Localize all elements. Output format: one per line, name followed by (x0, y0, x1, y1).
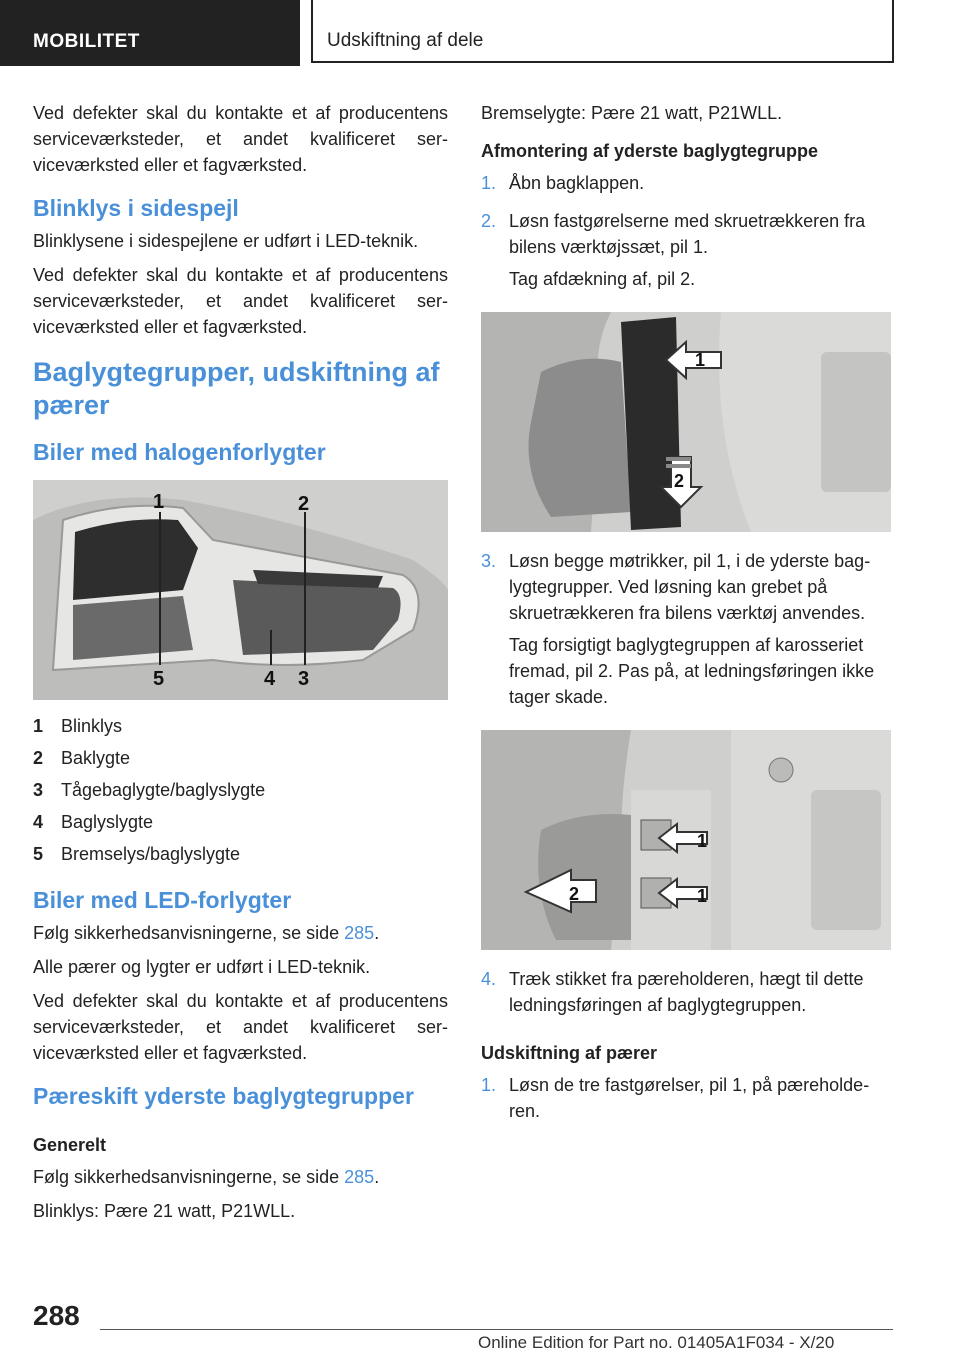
legend-number: 2 (33, 748, 44, 768)
step-text: Løsn begge møtrikker, pil 1, i de yderste baglygtegrupper. Ved løsning kan grebet på skruetrækkeren fra bilens værktøj anvendes. (509, 551, 871, 623)
step-item (481, 966, 891, 1024)
heading-paereskift: Pæreskift yderste baglygtegrupper (33, 1083, 414, 1109)
heading-halogen: Biler med halogenforlygter (33, 439, 326, 465)
heading-baglygte: Baglygtegrupper, udskiftning af pærer (33, 357, 440, 420)
heading-led: Biler med LED-forlygter (33, 887, 292, 913)
step-text: Løsn de tre fastgørelser, pil 1, på pæreholderen. (509, 1075, 870, 1121)
heading-udskiftning: Udskiftning af pærer (481, 1043, 658, 1063)
step-text: Løsn fastgørelserne med skruetrækkeren fra bilens værktøjssæt, pil 1. (509, 211, 866, 257)
callout-label: 2 (298, 493, 310, 515)
generelt-paragraph-1 (33, 1164, 448, 1190)
step-number: 1. (481, 1075, 497, 1095)
callout-label: 4 (264, 668, 276, 690)
blinklys-paragraph-1: Blinklysene i sidespejlene er udført i LED-teknik. (33, 231, 419, 251)
page-number: 288 (33, 1300, 80, 1331)
heading-generelt: Generelt (33, 1135, 107, 1155)
nut-removal-figure (481, 730, 891, 950)
blinklys-paragraph-2: Ved defekter skal du kontakte et af producentens serviceværksteder, et andet kvalificeret serviceværksted eller et fagværksted. (33, 265, 448, 337)
legend-item (33, 838, 448, 870)
left-column (33, 100, 448, 1232)
legend-item (33, 806, 448, 838)
callout-label: 1 (153, 491, 165, 513)
arrow-label: 1 (697, 886, 708, 906)
callout-label: 3 (298, 668, 310, 690)
legend-label: Baklygte (61, 748, 131, 768)
led-paragraph-3: Ved defekter skal du kontakte et af producentens serviceværksteder, et andet kvalificeret serviceværksted eller et fagværksted. (33, 991, 448, 1063)
udskiftning-steps (481, 1072, 891, 1130)
step-number: 2. (481, 211, 497, 231)
legend-item (33, 710, 448, 742)
step-subtext: Tag forsigtigt baglygtegruppen af karosseriet fremad, pil 2. Pas på, at ledningsføringen ikke tager skade. (509, 635, 875, 707)
legend-item (33, 742, 448, 774)
arrow-label: 2 (569, 884, 580, 904)
generelt-paragraph-1-text: Følg sikkerhedsanvisningerne, se side (33, 1167, 345, 1187)
heading-afmontering: Afmontering af yderste baglygtegruppe (481, 141, 819, 161)
step-subtext: Tag afdækning af, pil 2. (509, 269, 696, 289)
legend-number: 3 (33, 780, 44, 800)
bremselygte-paragraph: Bremselygte: Pære 21 watt, P21WLL. (481, 103, 783, 123)
step-number: 4. (481, 969, 497, 989)
arrow-label: 1 (697, 831, 708, 851)
legend-number: 1 (33, 716, 44, 736)
figure-legend (33, 710, 448, 870)
page-link-285[interactable]: 285 (344, 1167, 375, 1187)
step-number: 3. (481, 551, 497, 571)
led-paragraph-1-text: Følg sikkerhedsanvisningerne, se side (33, 923, 345, 943)
footer-divider (100, 1329, 893, 1330)
led-paragraph-1-period: . (374, 923, 380, 943)
callout-label: 5 (153, 668, 165, 690)
page-header (0, 0, 960, 66)
chapter-title: Udskiftning af dele (327, 30, 484, 51)
cover-removal-illustration (481, 312, 891, 532)
tail-light-figure (33, 480, 448, 700)
step-text: Træk stikket fra pæreholderen, hægt til dette ledningsføringen af baglygtegruppen. (509, 969, 864, 1015)
step-item (481, 208, 891, 298)
afmontering-steps-final (481, 966, 891, 1024)
section-title: MOBILITET (33, 31, 140, 52)
edition-footer: Online Edition for Part no. 01405A1F034 - X/20 (478, 1333, 835, 1352)
arrow-label: 2 (674, 471, 685, 491)
right-column (481, 100, 891, 1138)
step-item (481, 170, 891, 202)
legend-label: Baglyslygte (61, 812, 154, 832)
led-paragraph-2: Alle pærer og lygter er udført i LED-teknik. (33, 957, 371, 977)
led-paragraph-1 (33, 920, 448, 946)
page-link-285[interactable]: 285 (344, 923, 375, 943)
step-item (481, 548, 891, 716)
generelt-paragraph-1-period: . (374, 1167, 380, 1187)
legend-label: Blinklys (61, 716, 123, 736)
step-item (481, 1072, 891, 1130)
nut-removal-illustration (481, 730, 891, 950)
legend-item (33, 774, 448, 806)
legend-label: Tågebaglygte/baglyslygte (61, 780, 266, 800)
legend-number: 5 (33, 844, 44, 864)
section-tab (0, 0, 300, 66)
legend-number: 4 (33, 812, 44, 832)
tail-light-illustration (33, 480, 448, 700)
generelt-paragraph-2: Blinklys: Pære 21 watt, P21WLL. (33, 1201, 296, 1221)
cover-removal-figure (481, 312, 891, 532)
legend-label: Bremselys/baglyslygte (61, 844, 241, 864)
arrow-label: 1 (695, 350, 706, 370)
step-text: Åbn bagklappen. (509, 173, 645, 193)
afmontering-steps-continued (481, 548, 891, 716)
heading-blinklys: Blinklys i sidespejl (33, 195, 239, 221)
intro-paragraph: Ved defekter skal du kontakte et af producentens serviceværksteder, et andet kvalificeret serviceværksted eller et fagværksted. (33, 103, 448, 175)
chapter-box (311, 0, 894, 63)
afmontering-steps (481, 170, 891, 298)
step-number: 1. (481, 173, 497, 193)
